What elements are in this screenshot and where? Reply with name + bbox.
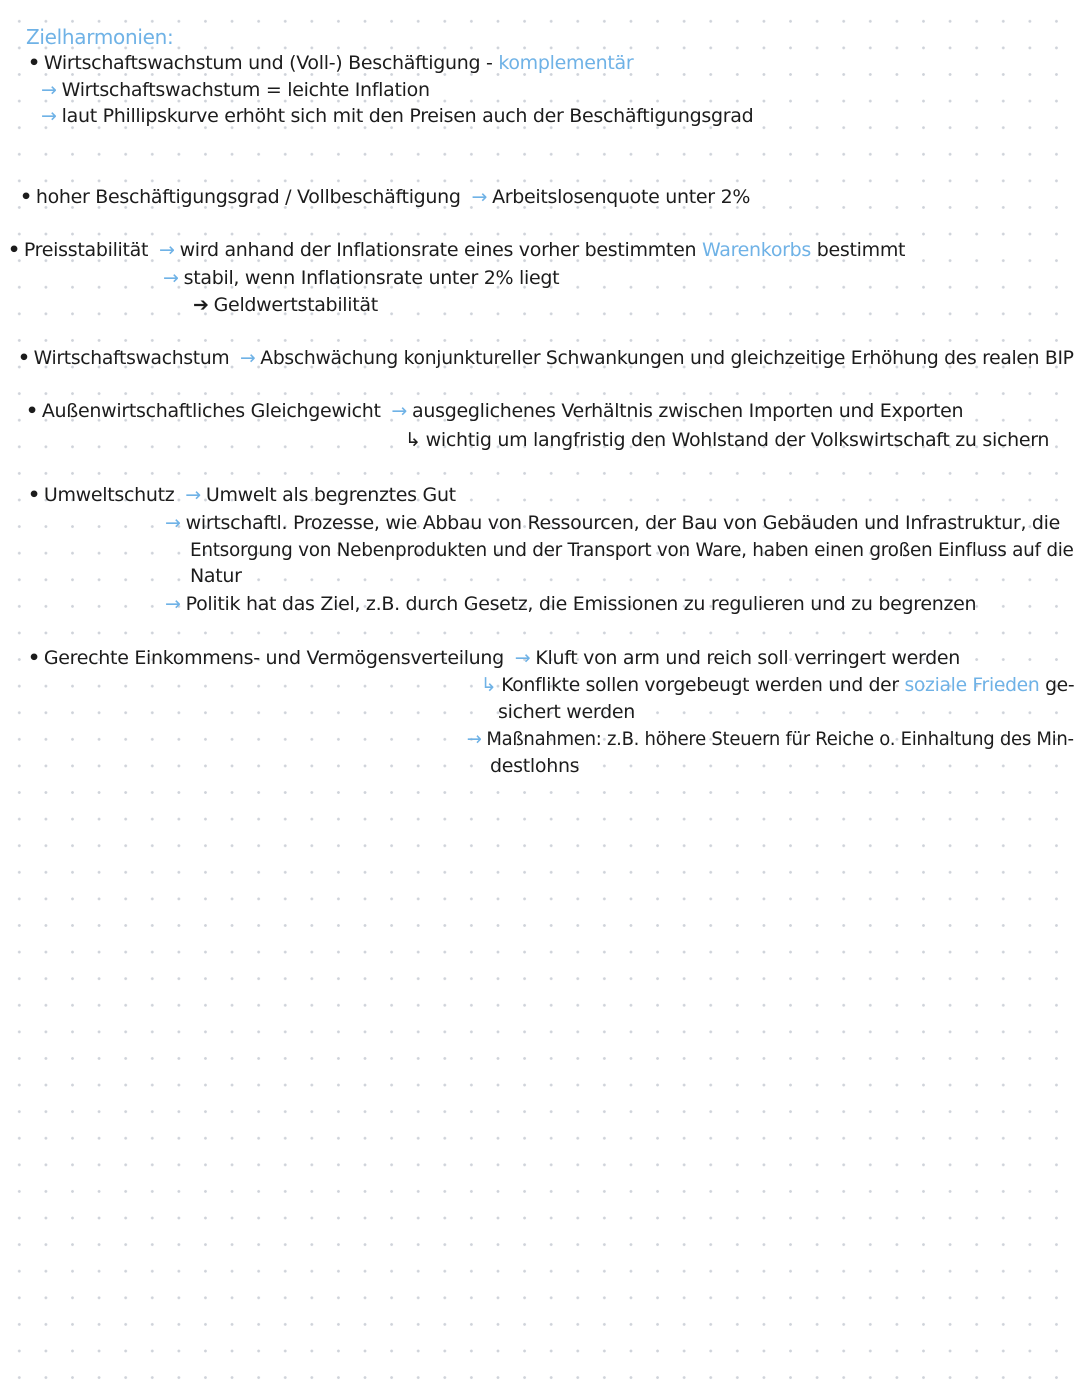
- environment-sub-processes-2: Entsorgung von Nebenprodukten und der Transport von Ware, haben einen großen Einfluss auf die: [190, 539, 1074, 561]
- arrow-icon: →: [239, 347, 256, 369]
- bullet-icon: •: [18, 347, 30, 369]
- harmony-sub-inflation: → Wirtschaftswachstum = leichte Inflation: [41, 79, 430, 101]
- price-stability-sub-money-value: ➔ Geldwertstabilität: [193, 294, 378, 316]
- bullet-icon: •: [8, 239, 20, 261]
- external-balance-sub-welfare: ↳ wichtig um langfristig den Wohlstand der Volkswirtschaft zu sichern: [405, 429, 1050, 451]
- price-stability-sub-stable: → stabil, wenn Inflationsrate unter 2% liegt: [163, 267, 560, 289]
- arrow-icon: →: [471, 186, 488, 208]
- environment-sub-policy: → Politik hat das Ziel, z.B. durch Gesetz, die Emissionen zu regulieren und zu begrenzen: [165, 593, 977, 615]
- bullet-icon: •: [28, 484, 40, 506]
- distribution-sub-peace-2: sichert werden: [498, 701, 635, 723]
- arrow-icon: →: [158, 239, 175, 261]
- harmony-item-growth-employment: • Wirtschaftswachstum und (Voll-) Beschäftigung - komplementär: [28, 52, 634, 74]
- environment-sub-processes-1: → wirtschaftl. Prozesse, wie Abbau von Ressourcen, der Bau von Gebäuden und Infrastruktur, die: [165, 512, 1061, 534]
- arrow-icon: →: [466, 728, 482, 750]
- goal-price-stability: • Preisstabilität → wird anhand der Inflationsrate eines vorher bestimmten Warenkorbs bestimmt: [8, 239, 906, 261]
- distribution-sub-measures-2: destlohns: [490, 755, 580, 777]
- complementary-label: komplementär: [498, 52, 634, 74]
- arrow-icon: →: [185, 484, 201, 506]
- harmony-sub-phillips: → laut Phillipskurve erhöht sich mit den Preisen auch der Beschäftigungsgrad: [41, 105, 754, 127]
- page-title: Zielharmonien:: [26, 25, 174, 49]
- hook-arrow-icon: ↳: [405, 429, 421, 451]
- hook-arrow-icon: ↳: [480, 674, 497, 696]
- distribution-sub-measures: → Maßnahmen: z.B. höhere Steuern für Reiche o. Einhaltung des Min-: [466, 728, 1074, 750]
- arrow-icon: →: [41, 105, 57, 127]
- distribution-sub-peace: ↳ Konflikte sollen vorgebeugt werden und der soziale Frieden ge-: [480, 674, 1075, 696]
- arrow-icon: →: [165, 593, 181, 615]
- arrow-icon: →: [41, 79, 57, 101]
- goal-employment: • hoher Beschäftigungsgrad / Vollbeschäftigung → Arbeitslosenquote unter 2%: [20, 186, 751, 208]
- environment-sub-processes-3: Natur: [190, 565, 242, 587]
- goal-external-balance: • Außenwirtschaftliches Gleichgewicht → ausgeglichenes Verhältnis zwischen Importen und Exporten: [26, 400, 964, 422]
- arrow-icon: ➔: [193, 294, 209, 316]
- arrow-icon: →: [514, 647, 531, 669]
- basket-of-goods-label: Warenkorbs: [701, 239, 812, 261]
- goal-fair-distribution: • Gerechte Einkommens- und Vermögensverteilung → Kluft von arm und reich soll verringert werden: [28, 647, 961, 669]
- goal-economic-growth: • Wirtschaftswachstum → Abschwächung konjunktureller Schwankungen und gleichzeitige Erhöhung des realen BIP: [18, 347, 1074, 369]
- arrow-icon: →: [163, 267, 179, 289]
- bullet-icon: •: [20, 186, 32, 208]
- arrow-icon: →: [165, 512, 181, 534]
- bullet-icon: •: [28, 52, 40, 74]
- goal-environmental-protection: • Umweltschutz → Umwelt als begrenztes Gut: [28, 484, 456, 506]
- bullet-icon: •: [28, 647, 40, 669]
- social-peace-label: soziale Frieden: [904, 674, 1040, 696]
- bullet-icon: •: [26, 400, 38, 422]
- arrow-icon: →: [391, 400, 408, 422]
